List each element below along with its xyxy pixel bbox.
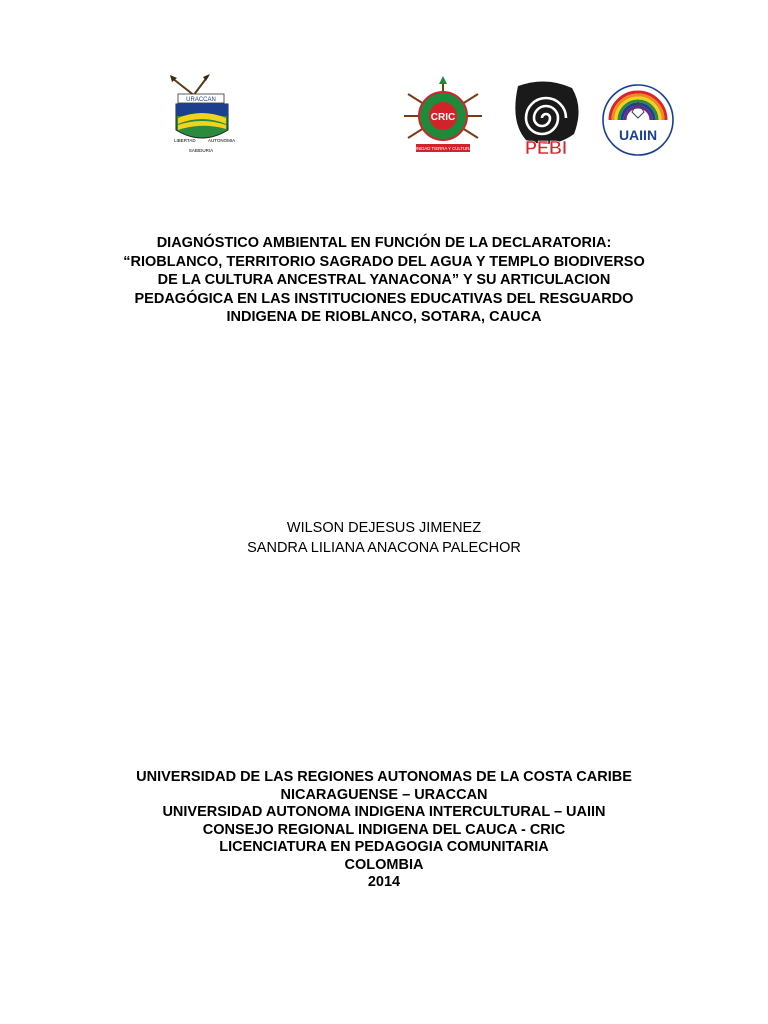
institution-block — [90, 769, 678, 892]
pebi-label: PEBI — [524, 138, 568, 158]
uraccan-logo — [160, 72, 260, 158]
uraccan-motto-bottom: SABIDURIA — [188, 148, 214, 153]
author-name: WILSON DEJESUS JIMENEZ — [286, 520, 482, 536]
title-line: “RIOBLANCO, TERRITORIO SAGRADO DEL AGUA Y TEMPLO BIODIVERSO — [123, 253, 645, 270]
uraccan-banner: URACCAN — [186, 97, 216, 103]
institution-line: UNIVERSIDAD AUTONOMA INDIGENA INTERCULTURAL – UAIIN — [162, 804, 606, 820]
cric-bottom-text: UNIDAD TIERRA Y CULTURA — [413, 146, 473, 151]
country: COLOMBIA — [344, 856, 424, 873]
cric-logo — [400, 76, 486, 158]
uaiin-label: UAIIN — [618, 127, 658, 143]
institution-line: CONSEJO REGIONAL INDIGENA DEL CAUCA - CRIC — [202, 821, 566, 838]
cric-center-label: CRIC — [430, 112, 456, 123]
title-line: DE LA CULTURA ANCESTRAL YANACONA” Y SU ARTICULACION — [157, 272, 611, 288]
title-line: INDIGENA DE RIOBLANCO, SOTARA, CAUCA — [226, 309, 542, 325]
institution-line: NICARAGUENSE – URACCAN — [280, 786, 488, 803]
cric-emblem-icon — [400, 76, 486, 158]
institution-line: UNIVERSIDAD DE LAS REGIONES AUTONOMAS DE LA COSTA CARIBE — [136, 769, 632, 785]
document-title — [110, 234, 658, 327]
year: 2014 — [367, 874, 401, 890]
pebi-spiral-icon — [508, 78, 584, 158]
uaiin-logo — [598, 82, 678, 158]
author-name: SANDRA LILIANA ANACONA PALECHOR — [247, 540, 521, 556]
pebi-logo — [508, 78, 584, 158]
uaiin-rainbow-icon — [598, 82, 678, 158]
title-line: PEDAGÓGICA EN LAS INSTITUCIONES EDUCATIVAS DEL RESGUARDO — [134, 290, 634, 307]
title-line: DIAGNÓSTICO AMBIENTAL EN FUNCIÓN DE LA DECLARATORIA: — [156, 235, 612, 251]
authors — [110, 518, 658, 558]
institution-line: LICENCIATURA EN PEDAGOGIA COMUNITARIA — [219, 839, 549, 855]
uraccan-shield-icon — [160, 72, 260, 158]
uraccan-motto-left: LIBERTAD — [174, 138, 196, 143]
uraccan-motto-right: AUTONOMIA — [208, 138, 236, 143]
